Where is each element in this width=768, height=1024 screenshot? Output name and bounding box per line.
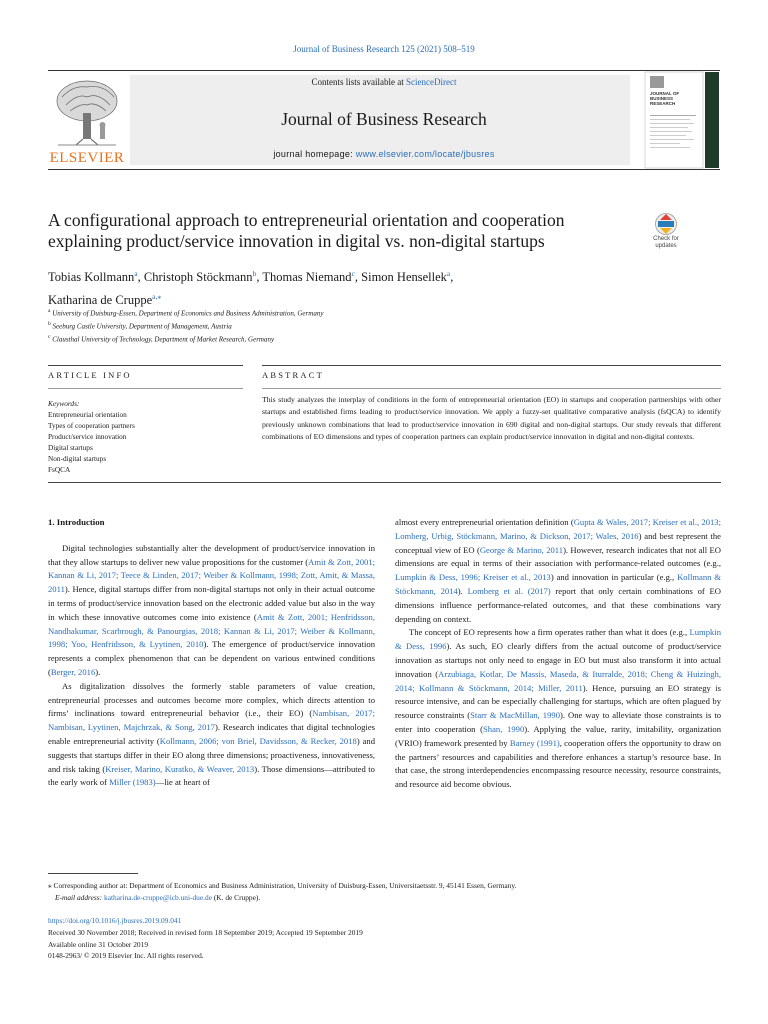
abstract-text: This study analyzes the interplay of conditions in the form of entrepreneurial orientation (EO) in startups and cooperation partnerships with other startups and established firms leading to product/service innovation. We apply a fuzzy-set qualitative comparative analysis (fsQCA) to identify previously unknown combinations that lead to product/service innovation in 690 digital and non-digital startups. Our study reveals that different combinations of EO dimensions and types of cooperation partners can explain product/service innovation in digital and non-digital contexts.	[262, 395, 721, 442]
affiliation-text: University of Duisburg-Essen, Department of Economics and Business Administration, Germany	[50, 309, 324, 318]
author-affiliation-marker[interactable]: a	[446, 269, 451, 278]
citation-link[interactable]: Berger, 2016	[50, 666, 96, 677]
author-name: Tobias Kollmann	[48, 270, 135, 285]
body-text: ). As such, EO clearly differs from the actual outcome of product/service innovation as startups not only need to engage in EO but must also transform it into actual innovation (	[395, 641, 722, 679]
affiliation-item	[48, 332, 648, 345]
author-name: Christoph Stöckmann	[143, 270, 253, 285]
citation-link[interactable]: George & Marino, 2011	[479, 544, 564, 555]
divider-abstract-end	[48, 482, 721, 483]
citation-link[interactable]: Kollmann, 2006; von Briel, Davidsson, & Recker, 2018	[159, 735, 357, 746]
citation-link[interactable]: Lumpkin & Dess, 1996; Kreiser et al., 2013	[395, 572, 551, 583]
divider-abstract-sub	[262, 388, 721, 389]
author-affiliation-marker[interactable]: b	[252, 269, 257, 278]
affiliation-marker: c	[48, 333, 51, 340]
citation-link[interactable]: Kreiser, Marino, Kuratko, & Weaver, 2013	[105, 763, 255, 774]
keyword-item: Non-digital startups	[48, 454, 107, 463]
received-dates: Received 30 November 2018; Received in revised form 18 September 2019; Accepted 19 September 2019	[48, 927, 363, 937]
journal-cover-thumbnail[interactable]	[644, 71, 720, 169]
body-text: ). Applying the value, rarity, imitability, organization (VRIO) framework presented by	[395, 723, 722, 748]
divider-abstract	[262, 365, 721, 366]
email-note	[48, 892, 721, 904]
check-for-updates-badge[interactable]	[646, 212, 686, 258]
body-text: ). However, research indicates that not all EO dimensions are equal in terms of their association with performance-related outcomes (e.g.,	[395, 544, 721, 569]
keyword-item: Digital startups	[48, 443, 93, 452]
body-paragraph	[48, 680, 375, 790]
sciencedirect-link[interactable]: ScienceDirect	[406, 77, 457, 87]
keywords-block	[48, 398, 243, 475]
body-text: ). Hence, pursuing an EO strategy is resource intensive, and can be especially challenging for startups, which are often plagued by resource constraints (	[395, 682, 721, 721]
author-list	[48, 264, 648, 310]
abstract-heading: ABSTRACT	[262, 370, 324, 380]
article-title: A configurational approach to entrepreneurial orientation and cooperation explaining product/service innovation in digital vs. non-digital startups	[48, 210, 565, 251]
body-text: Digital technologies substantially alter the development of product/service innovation in that they allow startups to deliver new value propositions for the customer (	[48, 542, 375, 567]
affiliation-item	[48, 306, 648, 319]
body-text: ) and suggests that startups differ in their EO along three dimensions; proactiveness, innovativeness, and risk taking (	[48, 735, 375, 774]
divider-article-info	[48, 365, 243, 366]
elsevier-wordmark: ELSEVIER	[49, 150, 125, 166]
check-for-updates-label: Check for updates	[653, 236, 679, 249]
affiliation-list	[48, 306, 648, 344]
homepage-prefix: journal homepage:	[273, 149, 356, 159]
author-name: Thomas Niemand	[262, 270, 352, 285]
section-title: 1. Introduction	[48, 517, 105, 527]
body-paragraph	[395, 516, 721, 626]
body-text: ). Research indicates that digital technologies enable entrepreneurial activity (	[48, 722, 375, 746]
author-separator: ,	[354, 270, 362, 285]
body-text: ) and innovation in particular (e.g.,	[550, 572, 678, 583]
citation-link[interactable]: Amit & Zott, 2001; Henfridsson, Nandhakumar, Scarbrough, & Panourgias, 2018; Kannan & Li, 2017; Weiber & Kollmann, 1998; Yoo, Henfridsson, & Lyytinen, 2010	[48, 611, 375, 650]
citation-link[interactable]: Lomberg et al. (2017)	[467, 585, 551, 596]
keywords-label: Keywords:	[48, 399, 80, 408]
author-separator: ,	[137, 270, 144, 285]
keywords-list	[48, 409, 243, 475]
affiliation-marker: a	[48, 308, 51, 314]
cover-title: JOURNAL OF BUSINESS RESEARCH	[650, 91, 680, 106]
body-text: ). Those dimensions—attributed to the early work of	[48, 763, 375, 788]
citation-link[interactable]: Starr & MacMillan, 1990	[470, 710, 560, 721]
citation-link[interactable]: Kollmann & Stöckmann, 2014	[395, 572, 721, 596]
author-affiliation-marker[interactable]: c	[351, 269, 355, 278]
article-info-heading: ARTICLE INFO	[48, 370, 132, 380]
author-name: Simon Hensellek	[361, 270, 447, 285]
doi-link[interactable]: https://doi.org/10.1016/j.jbusres.2019.09.041	[48, 916, 182, 925]
body-text: , cooperation offers the opportunity to draw on the partners’ resources and capabilities and therefore enhances a startup’s resource base. In that case, the strong interdependencies encompassing resource necessity, resource constraints, and resource aid become obvious.	[395, 737, 721, 790]
keyword-item: Types of cooperation partners	[48, 421, 135, 430]
citation-link[interactable]: Gupta & Wales, 2017; Kreiser et al., 2013; Lomberg, Urbig, Stöckmann, Marino, & Dickson, 2017; Wales, 2016	[395, 517, 721, 541]
citation-link[interactable]: Amit & Zott, 2001; Kannan & Li, 2017; Teece & Linden, 2017; Weiber & Kollmann, 1998; Zott, Amit, & Massa, 2011	[48, 556, 376, 595]
body-text: ) and best represent the conceptual view of EO (	[395, 530, 721, 555]
body-text: report that only certain combinations of EO dimensions influence performance-related outcomes, and that these combinations vary depending on context.	[395, 585, 721, 624]
body-column-left	[48, 516, 375, 790]
author-separator: ,	[256, 270, 263, 285]
journal-masthead	[48, 70, 720, 170]
available-online-date: Available online 31 October 2019	[48, 939, 149, 949]
journal-homepage	[48, 149, 720, 159]
author-separator: ,	[450, 270, 454, 285]
citation-link[interactable]: Nambisan, 2017; Nambisan, Lyytinen, Majchrzak, & Song, 2017	[48, 708, 375, 733]
keyword-item: FsQCA	[48, 465, 71, 474]
author-affiliation-marker[interactable]: a,⁎	[152, 292, 162, 302]
body-text: ). One way to alleviate those constraints is to enter into cooperation (	[395, 710, 722, 734]
affiliation-item	[48, 319, 648, 332]
homepage-link[interactable]: www.elsevier.com/locate/jbusres	[355, 149, 495, 159]
contents-line	[48, 77, 720, 87]
footnote-divider	[48, 873, 138, 874]
author-affiliation-marker[interactable]: a	[134, 269, 138, 278]
divider-article-info-sub	[48, 388, 243, 389]
keyword-item: Product/service innovation	[48, 432, 127, 441]
affiliation-marker: b	[48, 320, 51, 327]
citation-link[interactable]: Miller (1983)	[109, 777, 156, 788]
body-text: ). The emergence of product/service innovation represents a complex phenomenon that can be dependent on various entwined conditions (	[48, 639, 375, 677]
footnotes	[48, 880, 721, 903]
body-text: almost every entrepreneurial orientation definition (	[395, 517, 574, 527]
body-paragraph	[395, 626, 721, 792]
affiliation-text: Clausthal University of Technology, Department of Market Research, Germany	[50, 334, 275, 343]
body-text: The concept of EO represents how a firm operates rather than what it does (e.g.,	[409, 627, 690, 638]
body-text: As digitalization dissolves the formerly stable parameters of value creation, entrepreneurial processes and outcomes become more complex, which directs attention to firms’ inclinations toward entrepreneurial behavior (i.e., their EO) (	[48, 680, 375, 719]
body-text: ).	[95, 666, 101, 677]
journal-title: Journal of Business Research	[281, 109, 487, 129]
corresponding-author-note: ⁎ Corresponding author at: Department of Economics and Business Administration, University of Duisburg-Essen, Universitaetsstr. 9, 45141 Essen, Germany.	[48, 881, 517, 890]
citation-link[interactable]: Arzubiaga, Kotlar, De Massis, Maseda, & Iturralde, 2018; Cheng & Huizingh, 2014; Kollmann & Stöckmann, 2014; Miller, 2011	[395, 668, 721, 693]
affiliation-text: Seeburg Castle University, Department of Management, Austria	[50, 322, 232, 331]
crossmark-icon	[646, 212, 686, 236]
citation-link[interactable]: Shan, 1990	[483, 723, 525, 734]
body-text: —lie at heart of	[155, 777, 210, 788]
copyright-line: 0148-2963/ © 2019 Elsevier Inc. All rights reserved.	[48, 951, 204, 961]
body-paragraph	[48, 542, 375, 680]
email-link[interactable]: katharina.de-cruppe@icb.uni-due.de	[104, 892, 212, 902]
email-label: E-mail address:	[55, 892, 104, 902]
citation-link[interactable]: Barney (1991)	[509, 737, 560, 748]
keyword-item: Entrepreneurial orientation	[48, 410, 127, 419]
body-text: ). Hence, digital startups differ from non-digital startups not only in their actual outcome in terms of product/service innovation based on the electronic added value but also in the way in which these innovative outcomes come into existence (	[48, 584, 375, 622]
email-suffix: (K. de Cruppe).	[211, 892, 261, 902]
journal-reference[interactable]: Journal of Business Research 125 (2021) 508–519	[293, 44, 475, 54]
body-text: ).	[457, 585, 468, 596]
publication-info	[48, 915, 721, 962]
body-column-right	[395, 516, 721, 792]
citation-link[interactable]: Lumpkin & Dess, 1996	[395, 627, 721, 652]
contents-prefix: Contents lists available at	[311, 77, 406, 87]
author-name: Katharina de Cruppe	[48, 293, 153, 308]
